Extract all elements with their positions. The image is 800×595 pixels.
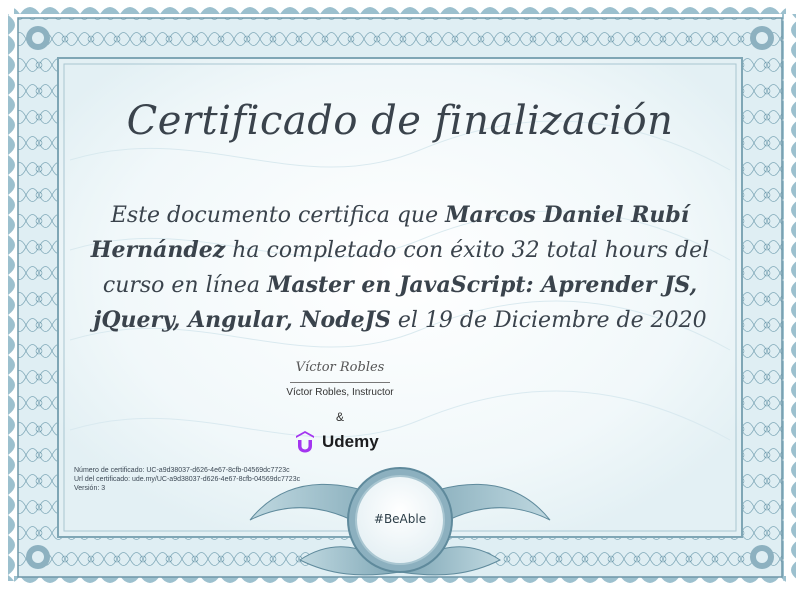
border-scallop-right xyxy=(782,14,796,581)
border-scallop-left xyxy=(4,14,18,581)
certificate-metadata xyxy=(74,466,300,493)
udemy-brand xyxy=(292,428,379,456)
statement-middle: ha completado con éxito 32 total hours del curso en línea xyxy=(102,238,710,298)
seal-hashtag: #BeAble xyxy=(373,512,427,526)
course-name: Master en JavaScript: Aprender JS, jQuery, Angular, NodeJS xyxy=(93,272,698,333)
instructor-label: Víctor Robles, Instructor xyxy=(286,387,394,398)
certificate-number: Número de certificado: UC-a9d38037-d626-4e67-8cfb-04569dc7723c xyxy=(74,467,290,474)
certificate-url[interactable]: Url del certificado: ude.my/UC-a9d38037-d626-4e67-8cfb-04569dc7723c xyxy=(74,476,301,483)
ampersand: & xyxy=(335,410,344,424)
udemy-logo-icon xyxy=(292,429,318,455)
completion-date: el 19 de Diciembre de 2020 xyxy=(390,308,707,333)
udemy-brand-name: Udemy xyxy=(322,432,379,451)
signature-line xyxy=(290,382,390,383)
recipient-name: Marcos Daniel Rubí Hernández xyxy=(90,202,690,263)
certificate-version: Versión: 3 xyxy=(74,485,106,492)
statement-intro: Este documento certifica que xyxy=(110,203,446,228)
instructor-signature: Víctor Robles xyxy=(295,360,385,375)
certificate-statement xyxy=(70,198,730,338)
certificate-title: Certificado de finalización xyxy=(126,98,674,144)
